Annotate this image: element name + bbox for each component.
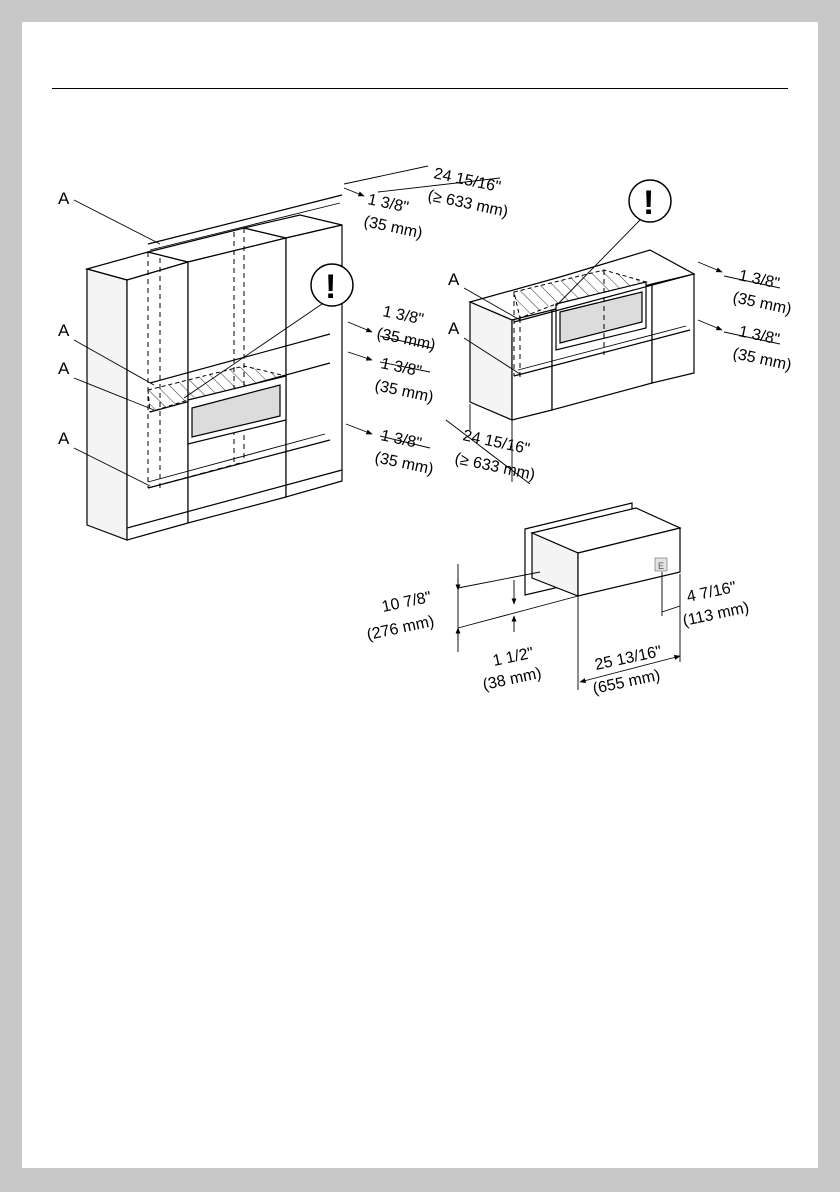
drawer-offset: 1 1/2" bbox=[491, 644, 536, 670]
tall-top-gap-mm: (35 mm) bbox=[362, 213, 424, 243]
tall-top-depth-mm: (≥ 633 mm) bbox=[426, 187, 510, 221]
base-gap1: 1 3/8" bbox=[737, 267, 782, 293]
tall-gap1: 1 3/8" bbox=[381, 303, 426, 329]
tall-cabinet-diagram bbox=[87, 195, 342, 540]
label-a-top: A bbox=[58, 189, 70, 208]
front-depth-mm: (113 mm) bbox=[681, 599, 751, 630]
tall-top-depth: 24 15/16" bbox=[432, 165, 503, 197]
base-gap2: 1 3/8" bbox=[737, 323, 782, 349]
base-depth-mm: (≥ 633 mm) bbox=[453, 450, 537, 484]
drawer-offset-mm: (38 mm) bbox=[481, 664, 544, 694]
label-a-vent-upper: A bbox=[58, 321, 70, 340]
drawer-height: 10 7/8" bbox=[380, 588, 433, 616]
tall-gap2: 1 3/8" bbox=[379, 355, 424, 381]
base-depth: 24 15/16" bbox=[461, 427, 532, 459]
base-cabinet-diagram bbox=[470, 250, 694, 420]
front-depth: 4 7/16" bbox=[685, 578, 738, 606]
tall-gap2-mm: (35 mm) bbox=[373, 377, 435, 407]
base-gap1-mm: (35 mm) bbox=[731, 289, 793, 319]
label-a-base-upper: A bbox=[448, 270, 460, 289]
drawer-depth-mm: (655 mm) bbox=[591, 667, 662, 698]
label-e: E bbox=[658, 561, 665, 571]
tall-gap1-mm: (35 mm) bbox=[375, 325, 437, 355]
svg-text:!: ! bbox=[325, 268, 337, 306]
svg-text:!: ! bbox=[643, 184, 655, 222]
drawer-height-mm: (276 mm) bbox=[365, 613, 436, 644]
label-a-vent-lower: A bbox=[58, 359, 70, 378]
base-gap2-mm: (35 mm) bbox=[731, 345, 793, 375]
drawer-diagram bbox=[525, 503, 680, 596]
label-a-base-lower: A bbox=[448, 319, 460, 338]
tall-top-gap: 1 3/8" bbox=[366, 191, 411, 217]
tall-gap3: 1 3/8" bbox=[379, 427, 424, 453]
drawer-depth: 25 13/16" bbox=[593, 643, 664, 674]
tall-gap3-mm: (35 mm) bbox=[373, 449, 435, 479]
label-a-bottom: A bbox=[58, 429, 70, 448]
